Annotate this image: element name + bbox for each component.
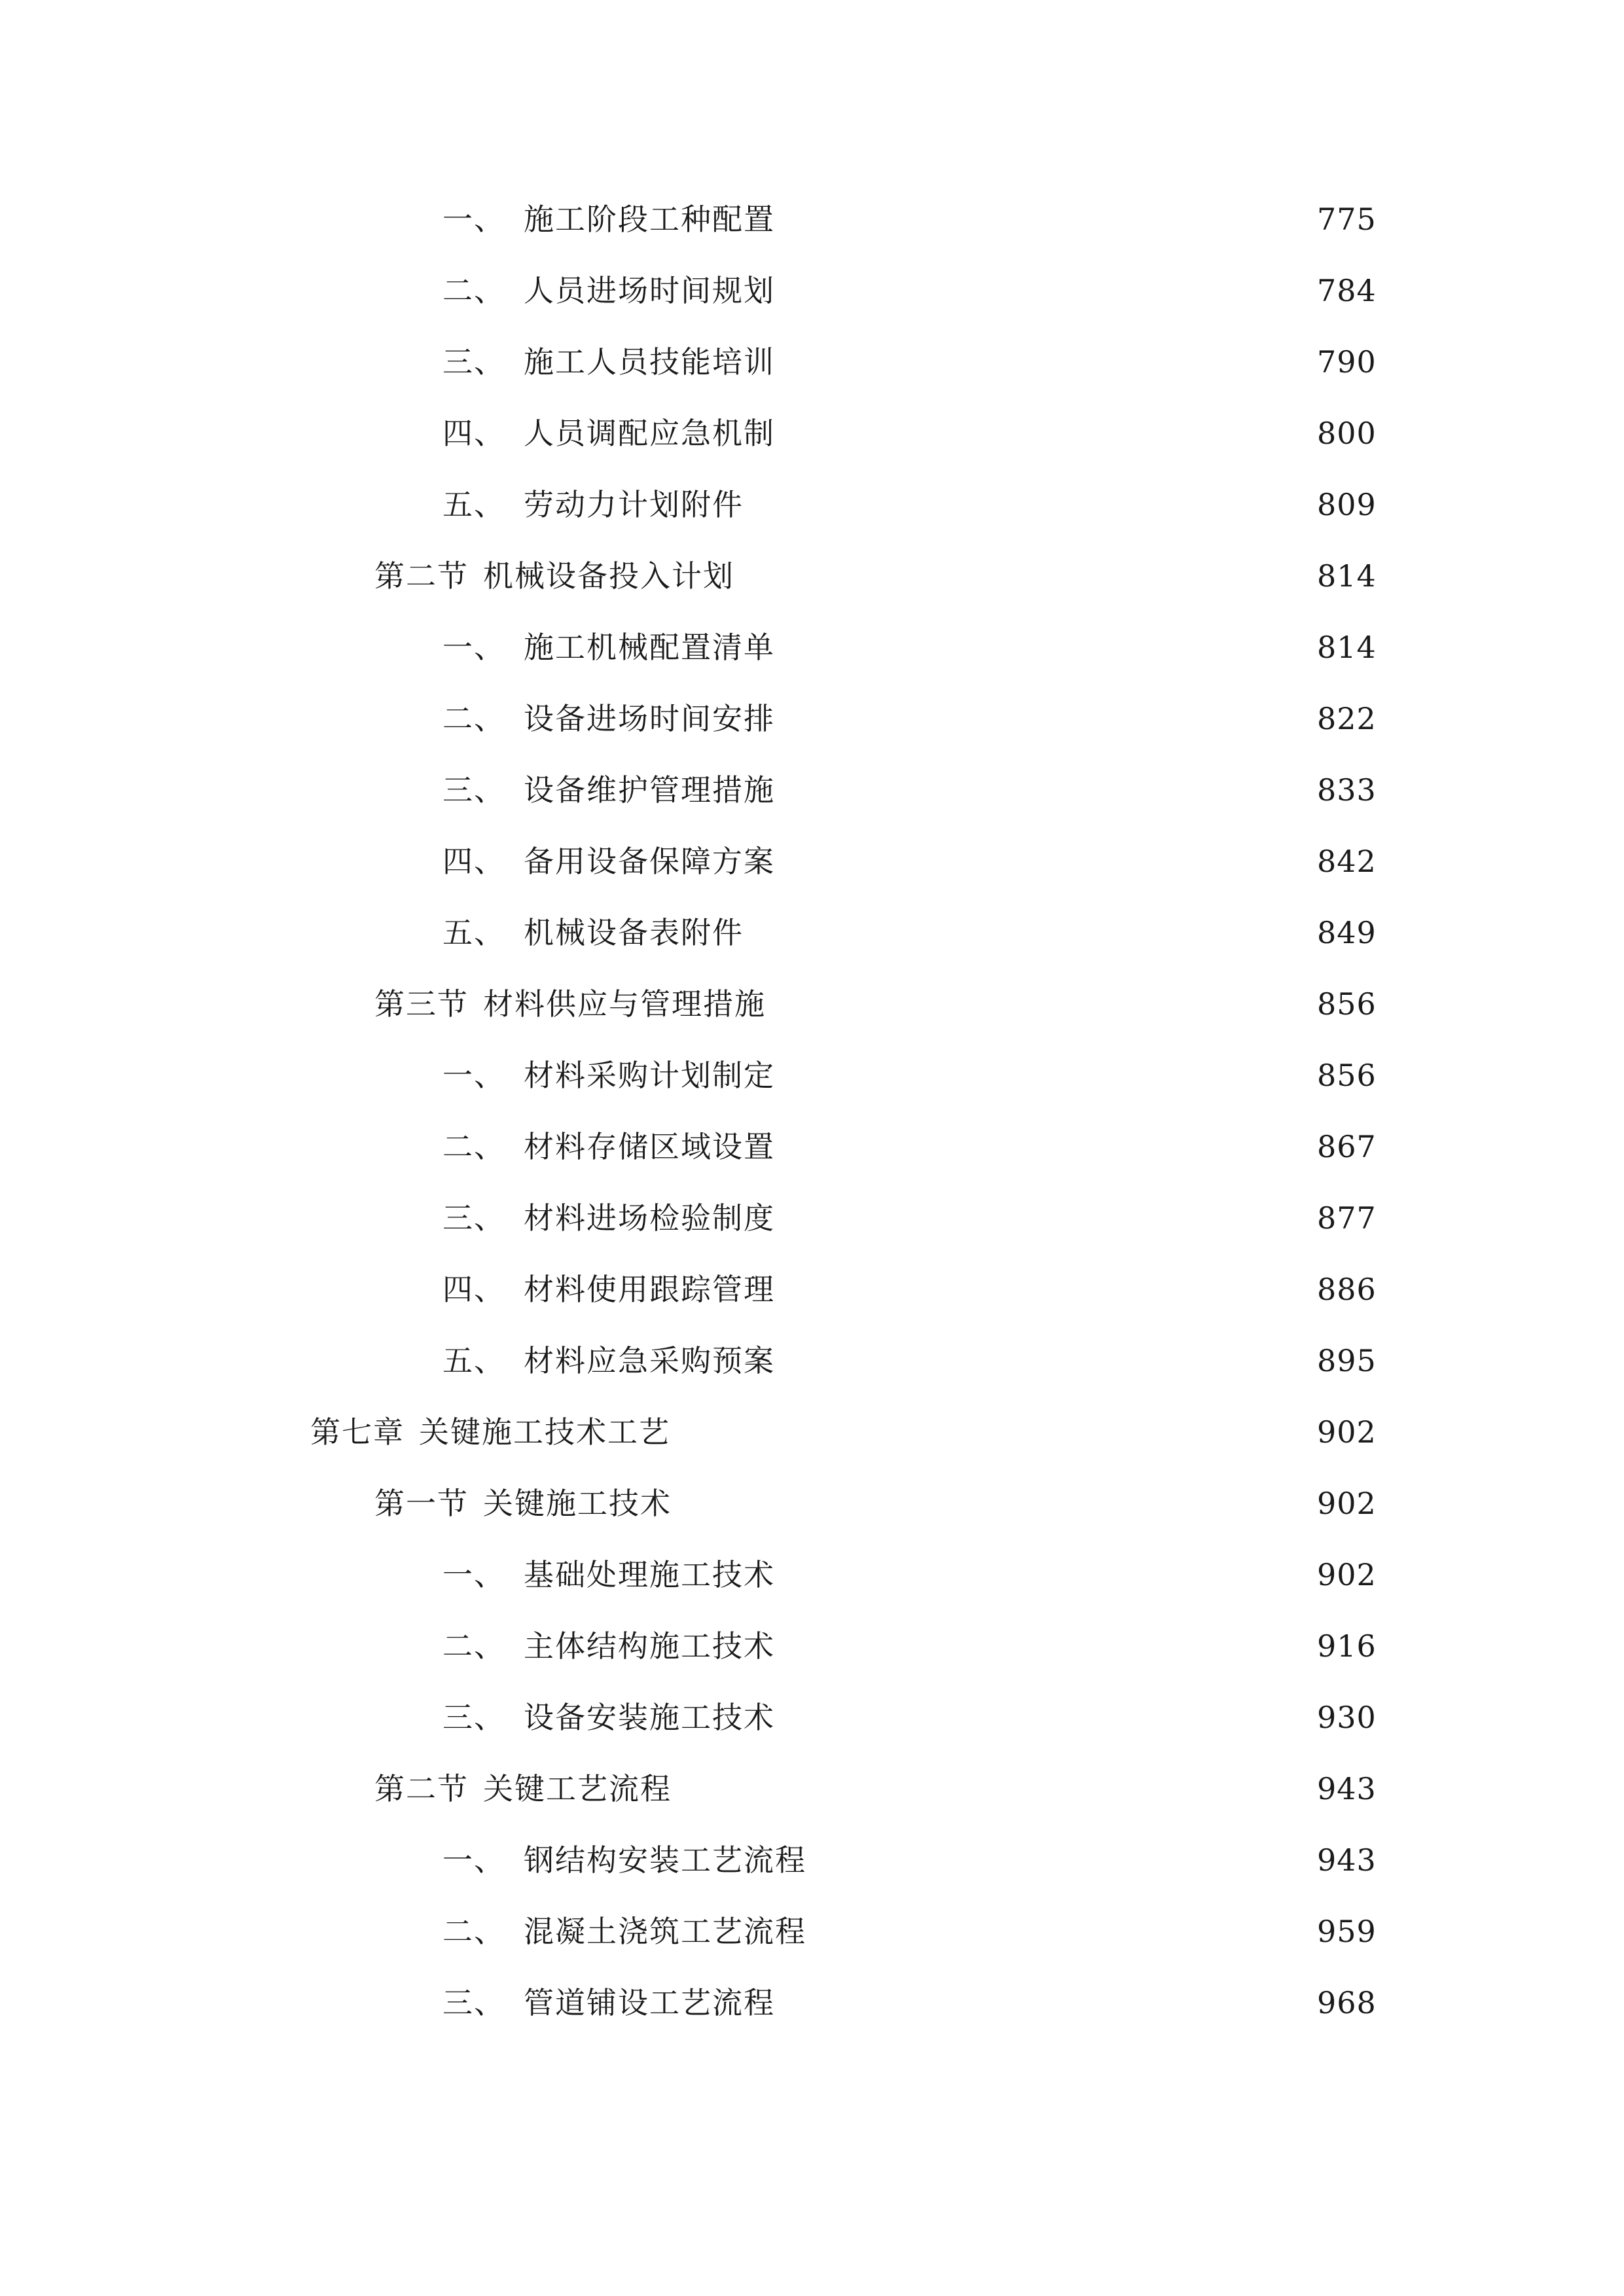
toc-entry-title: 施工机械配置清单 [524, 630, 775, 665]
toc-entry-page: 959 [1317, 1914, 1377, 1949]
toc-entry-title: 机械设备表附件 [524, 915, 744, 950]
toc-entry-equipment-table-attachment[interactable] [442, 906, 1377, 959]
dot-leader [751, 906, 1307, 959]
toc-entry-page: 895 [1317, 1343, 1377, 1378]
toc-entry-page: 902 [1317, 1557, 1377, 1592]
dot-leader [678, 1406, 1307, 1458]
toc-entry-title: 施工阶段工种配置 [524, 202, 775, 237]
toc-entry-steel-structure[interactable] [442, 1834, 1377, 1886]
toc-entry-page: 867 [1317, 1129, 1377, 1164]
toc-section-title: 关键施工技术 [483, 1486, 672, 1521]
toc-entry-page: 930 [1317, 1700, 1377, 1735]
toc-entry-usage-tracking[interactable] [442, 1263, 1377, 1316]
toc-entry-emergency-procurement[interactable] [442, 1335, 1377, 1387]
toc-entry-page: 822 [1317, 701, 1377, 736]
toc-entry-title: 劳动力计划附件 [524, 487, 744, 522]
toc-entry-page: 849 [1317, 915, 1377, 950]
toc-entry-procurement-plan[interactable] [442, 1049, 1377, 1102]
toc-entry-number: 一、 [442, 1842, 505, 1878]
toc-entry-page: 916 [1317, 1628, 1377, 1664]
toc-entry-page: 943 [1317, 1771, 1377, 1806]
dot-leader [742, 550, 1307, 602]
toc-entry-equipment-maintenance[interactable] [442, 764, 1377, 816]
toc-section-material-supply[interactable] [374, 978, 1377, 1030]
toc-entry-number: 一、 [442, 202, 505, 237]
toc-entry-staff-emergency[interactable] [442, 407, 1377, 459]
toc-section-title: 材料供应与管理措施 [483, 986, 766, 1022]
toc-entry-title: 基础处理施工技术 [524, 1557, 775, 1592]
dot-leader [783, 407, 1307, 459]
toc-entry-number: 三、 [442, 344, 505, 380]
toc-entry-title: 材料存储区域设置 [524, 1129, 775, 1164]
toc-entry-concrete-pouring[interactable] [442, 1905, 1377, 1958]
toc-entry-machinery-list[interactable] [442, 621, 1377, 673]
toc-entry-page: 968 [1317, 1985, 1377, 2020]
toc-entry-pipeline-laying[interactable] [442, 1977, 1377, 2029]
toc-entry-number: 二、 [442, 1129, 505, 1164]
toc-section-key-construction-tech[interactable] [374, 1477, 1377, 1530]
toc-entry-title: 备用设备保障方案 [524, 844, 775, 879]
toc-section-title: 关键工艺流程 [483, 1771, 672, 1806]
toc-entry-backup-equipment[interactable] [442, 835, 1377, 888]
toc-entry-number: 三、 [442, 1700, 505, 1735]
toc-entry-title: 材料应急采购预案 [524, 1343, 775, 1378]
toc-entry-page: 809 [1317, 487, 1377, 522]
dot-leader [679, 1477, 1307, 1530]
toc-entry-number: 三、 [442, 1985, 505, 2020]
toc-chapter-key-techniques[interactable] [310, 1406, 1377, 1458]
dot-leader [783, 1121, 1307, 1173]
toc-entry-page: 943 [1317, 1842, 1377, 1878]
toc-entry-main-structure[interactable] [442, 1620, 1377, 1672]
toc-entry-number: 二、 [442, 1914, 505, 1949]
toc-entry-title: 材料采购计划制定 [524, 1058, 775, 1093]
toc-entry-title: 主体结构施工技术 [524, 1628, 775, 1664]
toc-entry-title: 人员调配应急机制 [524, 416, 775, 451]
toc-entry-page: 814 [1317, 558, 1377, 594]
dot-leader [783, 1049, 1307, 1102]
toc-section-equipment-plan[interactable] [374, 550, 1377, 602]
dot-leader [783, 692, 1307, 745]
toc-entry-title: 人员进场时间规划 [524, 273, 775, 308]
toc-section-title: 机械设备投入计划 [483, 558, 734, 594]
toc-entry-page: 800 [1317, 416, 1377, 451]
dot-leader [783, 1263, 1307, 1316]
toc-entry-number: 五、 [442, 915, 505, 950]
dot-leader [783, 1620, 1307, 1672]
toc-entry-number: 二、 [442, 273, 505, 308]
dot-leader [783, 1192, 1307, 1244]
dot-leader [783, 336, 1307, 388]
dot-leader [679, 1763, 1307, 1815]
toc-entry-page: 842 [1317, 844, 1377, 879]
toc-section-number: 第二节 [374, 1771, 469, 1806]
toc-entry-storage-area[interactable] [442, 1121, 1377, 1173]
toc-entry-title: 材料使用跟踪管理 [524, 1272, 775, 1307]
toc-entry-number: 五、 [442, 1343, 505, 1378]
toc-entry-number: 五、 [442, 487, 505, 522]
toc-entry-personnel-schedule[interactable] [442, 264, 1377, 317]
toc-entry-number: 二、 [442, 701, 505, 736]
toc-entry-equipment-installation[interactable] [442, 1691, 1377, 1744]
toc-entry-inspection-system[interactable] [442, 1192, 1377, 1244]
toc-entry-skills-training[interactable] [442, 336, 1377, 388]
toc-section-key-process-flow[interactable] [374, 1763, 1377, 1815]
toc-entry-title: 管道铺设工艺流程 [524, 1985, 775, 2020]
dot-leader [783, 1691, 1307, 1744]
dot-leader [751, 478, 1307, 531]
toc-entry-page: 790 [1317, 344, 1377, 380]
toc-entry-foundation-treatment[interactable] [442, 1549, 1377, 1601]
toc-entry-page: 833 [1317, 772, 1377, 808]
toc-section-number: 第一节 [374, 1486, 469, 1521]
toc-section-number: 第二节 [374, 558, 469, 594]
toc-entry-page: 856 [1317, 986, 1377, 1022]
toc-entry-number: 三、 [442, 772, 505, 808]
toc-entry-equipment-arrival[interactable] [442, 692, 1377, 745]
toc-entry-title: 设备维护管理措施 [524, 772, 775, 808]
toc-entry-title: 混凝土浇筑工艺流程 [524, 1914, 806, 1949]
toc-entry-page: 902 [1317, 1414, 1377, 1450]
toc-entry-number: 三、 [442, 1200, 505, 1236]
toc-entry-page: 877 [1317, 1200, 1377, 1236]
toc-entry-number: 二、 [442, 1628, 505, 1664]
toc-entry-title: 设备安装施工技术 [524, 1700, 775, 1735]
dot-leader [783, 264, 1307, 317]
toc-entry-title: 钢结构安装工艺流程 [524, 1842, 806, 1878]
toc-entry-page: 902 [1317, 1486, 1377, 1521]
toc-entry-page: 784 [1317, 273, 1377, 308]
toc-entry-number: 四、 [442, 1272, 505, 1307]
toc-entry-number: 一、 [442, 630, 505, 665]
toc-entry-title: 施工人员技能培训 [524, 344, 775, 380]
dot-leader [783, 621, 1307, 673]
toc-entry-number: 四、 [442, 416, 505, 451]
toc-entry-title: 材料进场检验制度 [524, 1200, 775, 1236]
toc-entry-number: 一、 [442, 1058, 505, 1093]
toc-entry-labor-plan-attachment[interactable] [442, 478, 1377, 531]
toc-entry-title: 设备进场时间安排 [524, 701, 775, 736]
dot-leader [774, 978, 1307, 1030]
dot-leader [783, 764, 1307, 816]
dot-leader [814, 1834, 1307, 1886]
dot-leader [783, 1549, 1307, 1601]
toc-entry-page: 856 [1317, 1058, 1377, 1093]
dot-leader [783, 193, 1307, 245]
toc-entry-page: 775 [1317, 202, 1377, 237]
toc-entry-page: 886 [1317, 1272, 1377, 1307]
toc-entry-number: 一、 [442, 1557, 505, 1592]
dot-leader [783, 1335, 1307, 1387]
toc-entry-number: 四、 [442, 844, 505, 879]
toc-chapter-title: 关键施工技术工艺 [419, 1414, 670, 1450]
toc-entry-page: 814 [1317, 630, 1377, 665]
toc-section-number: 第三节 [374, 986, 469, 1022]
toc-entry-construction-trade-allocation[interactable] [442, 193, 1377, 245]
toc-chapter-number: 第七章 [310, 1414, 405, 1450]
dot-leader [783, 835, 1307, 888]
dot-leader [783, 1977, 1307, 2029]
dot-leader [814, 1905, 1307, 1958]
